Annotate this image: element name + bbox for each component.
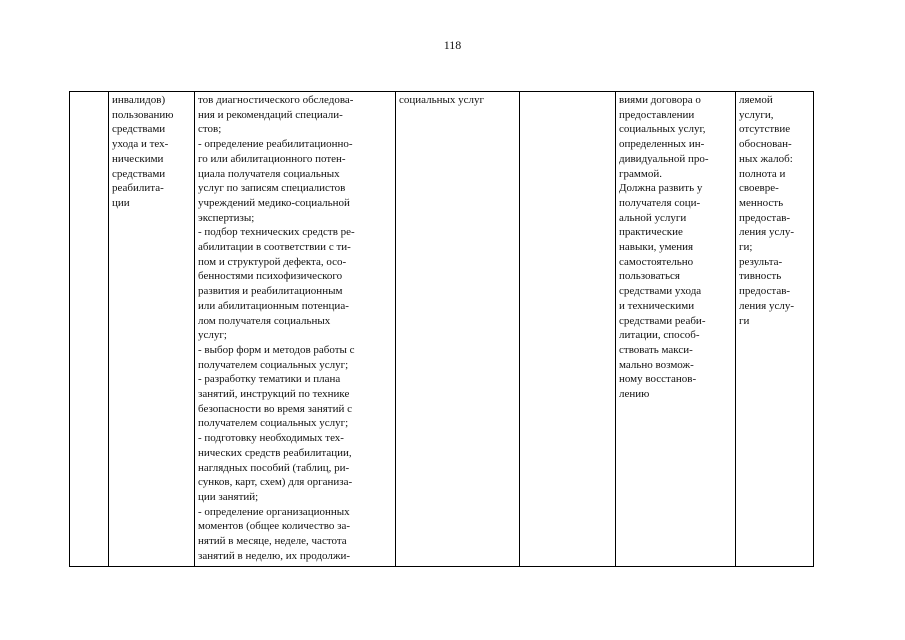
table-row: [70, 92, 814, 567]
text-line: самостоятельно: [619, 255, 694, 268]
text-line: стов;: [198, 123, 222, 136]
text-line: бенностями психофизического: [198, 270, 343, 283]
text-line: инвалидов): [112, 94, 166, 106]
text-line: предостав-: [739, 211, 791, 224]
text-line: пом и структурой дефекта, осо-: [198, 255, 347, 268]
text-line: получателя соци-: [619, 196, 701, 209]
text-line: практические: [619, 226, 683, 239]
text-line: абилитации в соответствии с ти-: [198, 241, 351, 254]
text-line: занятий, инструкций по технике: [198, 388, 350, 401]
text-line: навыки, умения: [619, 241, 694, 254]
text-line: услуг по записям специалистов: [198, 182, 346, 195]
text-line: мально возмож-: [619, 358, 694, 371]
text-line: менность: [739, 196, 784, 209]
text-line: ления услу-: [739, 226, 794, 239]
page-number: 118: [443, 38, 462, 52]
text-line: обоснован-: [739, 138, 792, 151]
cell-services: [396, 92, 520, 567]
text-line: - определение организационных: [198, 505, 350, 518]
text-line: ных жалоб:: [739, 152, 793, 165]
text-line: определенных ин-: [619, 138, 705, 151]
text-line: виями договора о: [619, 94, 701, 106]
text-line: - разработку тематики и плана: [198, 373, 341, 386]
text-line: пользованию: [112, 108, 174, 121]
cell-number: [70, 92, 109, 567]
text-line: учреждений медико-социальной: [198, 196, 350, 209]
text-line: отсутствие: [739, 123, 791, 136]
text-line: - подготовку необходимых тех-: [198, 432, 344, 445]
text-line: социальных услуг,: [619, 123, 706, 136]
text-line: получателем социальных услуг;: [198, 358, 349, 371]
text-line: альной услуги: [619, 211, 687, 224]
text-line: циала получателя социальных: [198, 167, 340, 180]
services-table: [69, 91, 814, 567]
text-line: средствами: [112, 123, 166, 136]
text-line: и техническими: [619, 299, 695, 312]
cell-beneficiary: [109, 92, 195, 567]
text-line: ляемой: [739, 94, 773, 106]
cell-empty: [520, 92, 616, 567]
text-line: моментов (общее количество за-: [198, 520, 350, 533]
text-line: экспертизы;: [198, 211, 255, 224]
text-line: ствовать макси-: [619, 343, 693, 356]
text-line: занятий в неделю, их продолжи-: [198, 549, 351, 562]
text-line: или абилитационным потенциа-: [198, 299, 349, 312]
text-line: - определение реабилитационно-: [198, 138, 353, 151]
text-line: результа-: [739, 255, 783, 268]
text-line: предостав-: [739, 285, 791, 298]
text-line: тов диагностического обследова-: [198, 94, 354, 106]
text-line: лению: [619, 388, 650, 401]
text-line: средствами ухода: [619, 285, 702, 298]
text-line: ническими: [112, 152, 164, 165]
text-line: дивидуальной про-: [619, 152, 709, 165]
text-line: ному восстанов-: [619, 373, 697, 386]
text-line: социальных услуг: [399, 94, 485, 106]
text-line: своевре-: [739, 182, 779, 195]
text-line: ления услу-: [739, 299, 794, 312]
text-line: полнота и: [739, 167, 786, 180]
text-line: ги: [739, 314, 750, 327]
text-line: го или абилитационного потен-: [198, 152, 346, 165]
text-line: - выбор форм и методов работы с: [198, 343, 355, 356]
text-line: развития и реабилитационным: [198, 285, 343, 298]
text-line: ния и рекомендаций специали-: [198, 108, 343, 121]
cell-conditions: [616, 92, 736, 567]
text-line: услуги,: [739, 108, 774, 121]
text-line: лом получателя социальных: [198, 314, 331, 327]
text-line: услуг;: [198, 329, 227, 342]
text-line: литации, способ-: [619, 329, 700, 342]
text-line: ухода и тех-: [112, 138, 169, 151]
text-line: нических средств реабилитации,: [198, 446, 352, 459]
text-line: нятий в месяце, неделе, частота: [198, 535, 347, 548]
text-line: граммой.: [619, 167, 662, 180]
cell-quality-indicators: [736, 92, 814, 567]
text-line: сунков, карт, схем) для организа-: [198, 476, 353, 489]
text-line: средствами реаби-: [619, 314, 706, 327]
text-line: Должна развить у: [619, 182, 703, 195]
text-line: получателем социальных услуг;: [198, 417, 349, 430]
text-line: ги;: [739, 241, 753, 254]
text-line: ции занятий;: [198, 490, 259, 503]
text-line: ции: [112, 196, 130, 209]
cell-service-content: [195, 92, 396, 567]
text-line: наглядных пособий (таблиц, ри-: [198, 461, 350, 474]
text-line: безопасности во время занятий с: [198, 402, 352, 415]
text-line: тивность: [739, 270, 782, 283]
text-line: средствами: [112, 167, 166, 180]
text-line: - подбор технических средств ре-: [198, 226, 355, 239]
text-line: пользоваться: [619, 270, 680, 283]
text-line: предоставлении: [619, 108, 695, 121]
text-line: реабилита-: [112, 182, 164, 195]
